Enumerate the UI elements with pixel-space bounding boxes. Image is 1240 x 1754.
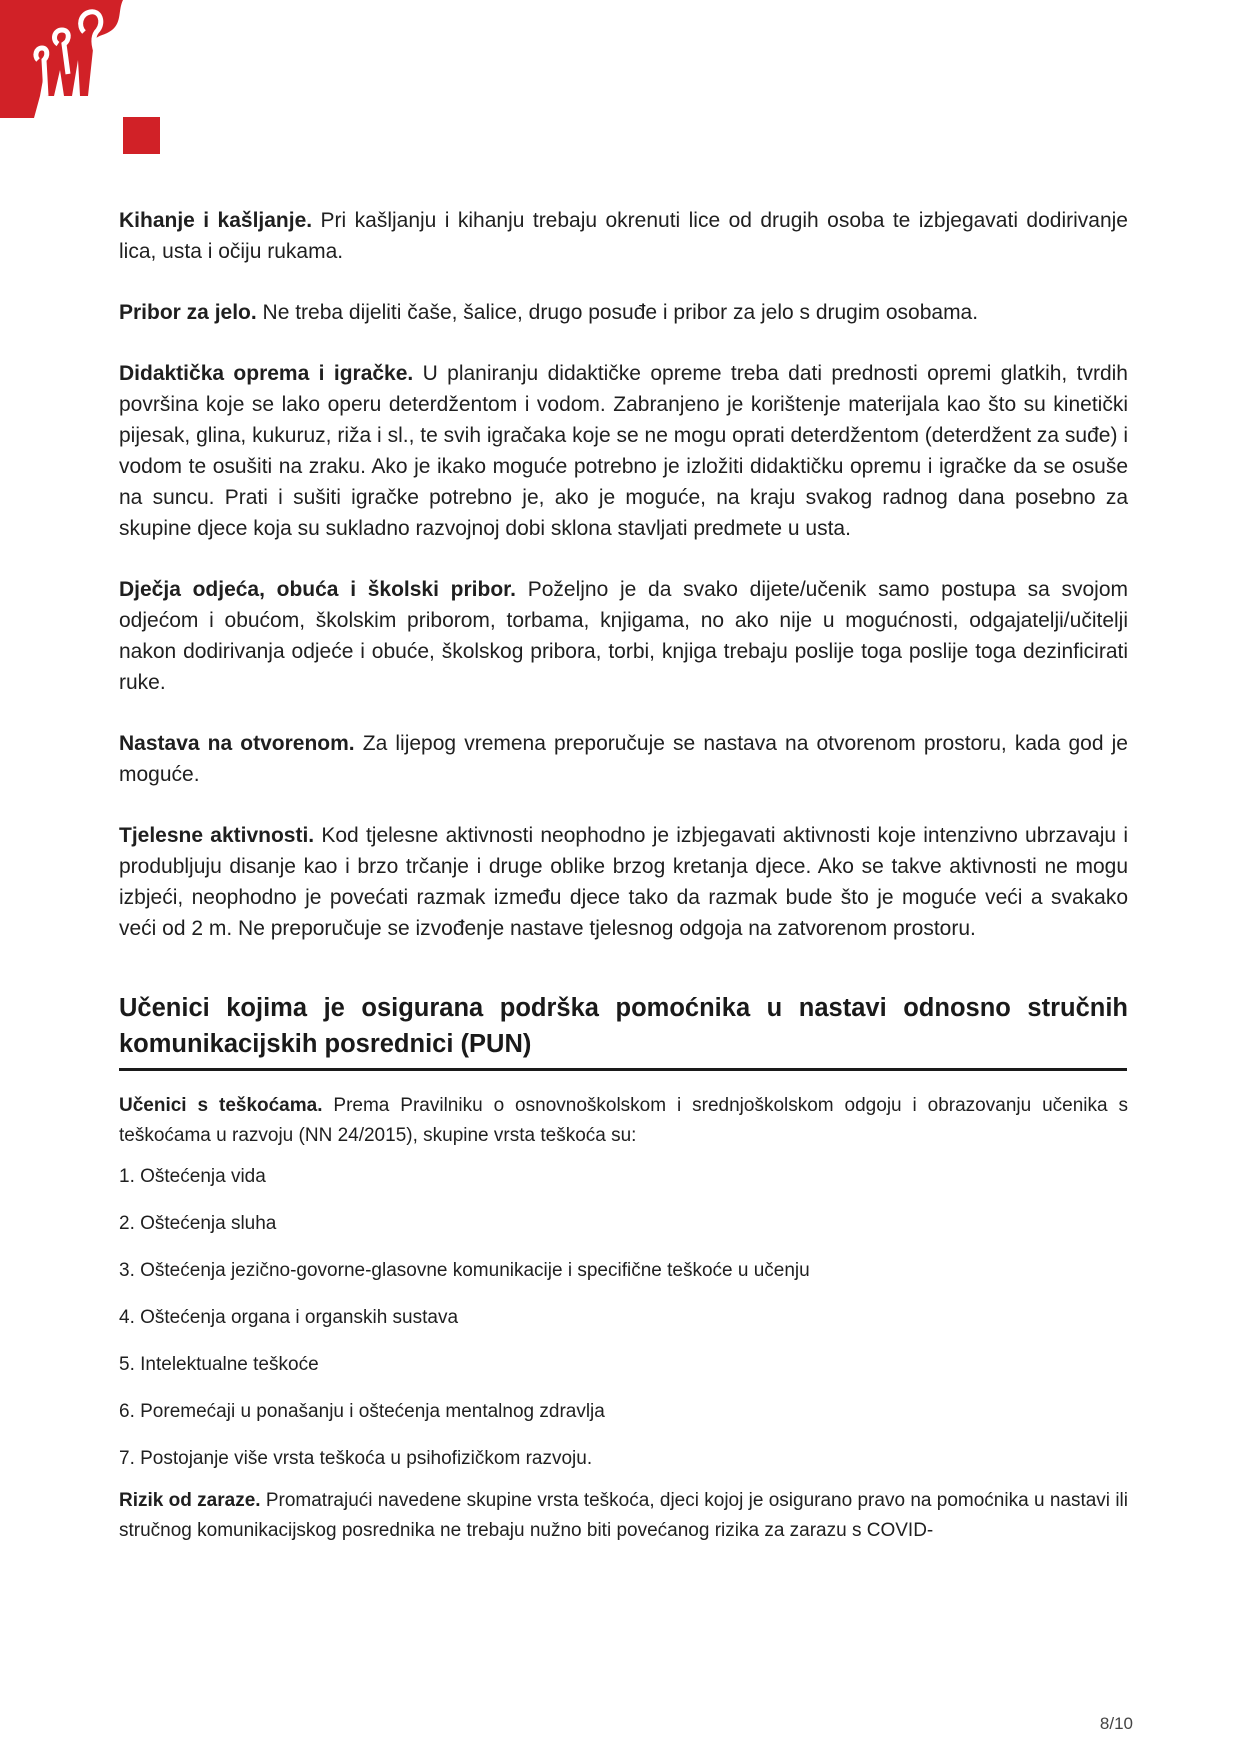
paragraph-toys bbox=[119, 358, 1128, 544]
list-item: 6. Poremećaji u ponašanju i oštećenja mentalnog zdravlja bbox=[119, 1401, 605, 1422]
intro-paragraph bbox=[119, 1091, 1128, 1151]
paragraph-lead: Pribor za jelo. bbox=[119, 301, 257, 324]
paragraph-lead: Nastava na otvorenom. bbox=[119, 732, 355, 755]
list-item: 3. Oštećenja jezično-govorne-glasovne komunikacije i specifične teškoće u učenju bbox=[119, 1260, 810, 1281]
logo bbox=[0, 0, 130, 120]
section-heading: Učenici kojima je osigurana podrška pomoćnika u nastavi odnosno stručnih komunikacijskih posrednici (PUN) bbox=[119, 994, 1128, 1058]
paragraph-lead: Dječja odjeća, obuća i školski pribor. bbox=[119, 578, 516, 601]
paragraph-physical bbox=[119, 820, 1128, 944]
paragraph-clothing bbox=[119, 574, 1128, 698]
paragraph-sneezing bbox=[119, 205, 1128, 267]
paragraph-text: U planiranju didaktičke opreme treba dati prednosti opremi glatkih, tvrdih površina koje se lako operu deterdžentom i vodom. Zabranjeno je korištenje materijala kao što su kinetički pijesak, glina, kukuruz, riža i sl., te svih igračaka koje se ne mogu oprati deterdžentom (deterdžent za suđe) i vodom te osušiti na zraku. Ako je ikako moguće potrebno je izložiti didaktičku opremu i igračke da se osuše na suncu. Prati i sušiti igračke potrebno je, ako je moguće, na kraju svakog radnog dana posebno za skupine djece koja su sukladno razvojnoj dobi sklona stavljati predmete u usta. bbox=[119, 362, 1128, 540]
logo-red-shape bbox=[0, 0, 123, 118]
heading-underline bbox=[119, 1068, 1127, 1071]
paragraph-text: Kod tjelesne aktivnosti neophodno je izbjegavati aktivnosti koje intenzivno ubrzavaju i produbljuju disanje kao i brzo trčanje i druge oblike brzog kretanja djece. Ako se takve aktivnosti ne mogu izbjeći, neophodno je povećati razmak između djece tako da razmak bude što je moguće veći a svakako veći od 2 m. Ne preporučuje se izvođenje nastave tjelesnog odgoja na zatvorenom prostoru. bbox=[119, 824, 1128, 940]
list-item: 7. Postojanje više vrsta teškoća u psihofizičkom razvoju. bbox=[119, 1448, 593, 1469]
paragraph-lead: Tjelesne aktivnosti. bbox=[119, 824, 315, 847]
paragraph-lead: Kihanje i kašljanje. bbox=[119, 209, 313, 232]
paragraph-text: Poželjno je da svako dijete/učenik samo postupa sa svojom odjećom i obućom, školskim priborom, torbama, knjigama, no ako nije u mogućnosti, odgajatelji/učitelji nakon dodirivanja odjeće i obuće, školskog pribora, torbi, knjiga trebaju poslije toga poslije toga dezinficirati ruke. bbox=[119, 578, 1128, 694]
list-item: 1. Oštećenja vida bbox=[119, 1166, 266, 1187]
paragraph-cutlery bbox=[119, 297, 1128, 328]
paragraph-lead: Rizik od zaraze. bbox=[119, 1490, 261, 1511]
paragraph-text: Prema Pravilniku o osnovnoškolskom i srednjoškolskom odgoju i obrazovanju učenika s teškoćama u razvoju (NN 24/2015), skupine vrsta teškoća su: bbox=[119, 1095, 1128, 1146]
list-item: 4. Oštećenja organa i organskih sustava bbox=[119, 1307, 459, 1328]
list-item: 2. Oštećenja sluha bbox=[119, 1213, 277, 1234]
document-body bbox=[119, 205, 1128, 1546]
page-number: 8/10 bbox=[1099, 1714, 1133, 1733]
paragraph-lead: Didaktička oprema i igračke. bbox=[119, 362, 414, 385]
paragraph-lead: Učenici s teškoćama. bbox=[119, 1095, 323, 1116]
list-item: 5. Intelektualne teškoće bbox=[119, 1354, 319, 1375]
paragraph-outdoor bbox=[119, 728, 1128, 790]
risk-paragraph bbox=[119, 1486, 1128, 1546]
paragraph-text: Pri kašljanju i kihanju trebaju okrenuti lice od drugih osoba te izbjegavati dodirivanje lica, usta i očiju rukama. bbox=[119, 209, 1128, 263]
paragraph-text: Ne treba dijeliti čaše, šalice, drugo posuđe i pribor za jelo s drugim osobama. bbox=[256, 301, 979, 324]
red-square-mark bbox=[123, 117, 160, 154]
difficulty-list bbox=[119, 1163, 1128, 1472]
paragraph-text: Promatrajući navedene skupine vrsta teškoća, djeci kojoj je osigurano pravo na pomoćnika u nastavi ili stručnog komunikacijskog posrednika ne trebaju nužno biti povećanog rizika za zarazu s COVID- bbox=[119, 1490, 1128, 1541]
paragraph-text: Za lijepog vremena preporučuje se nastava na otvorenom prostoru, kada god je moguće. bbox=[119, 732, 1128, 786]
